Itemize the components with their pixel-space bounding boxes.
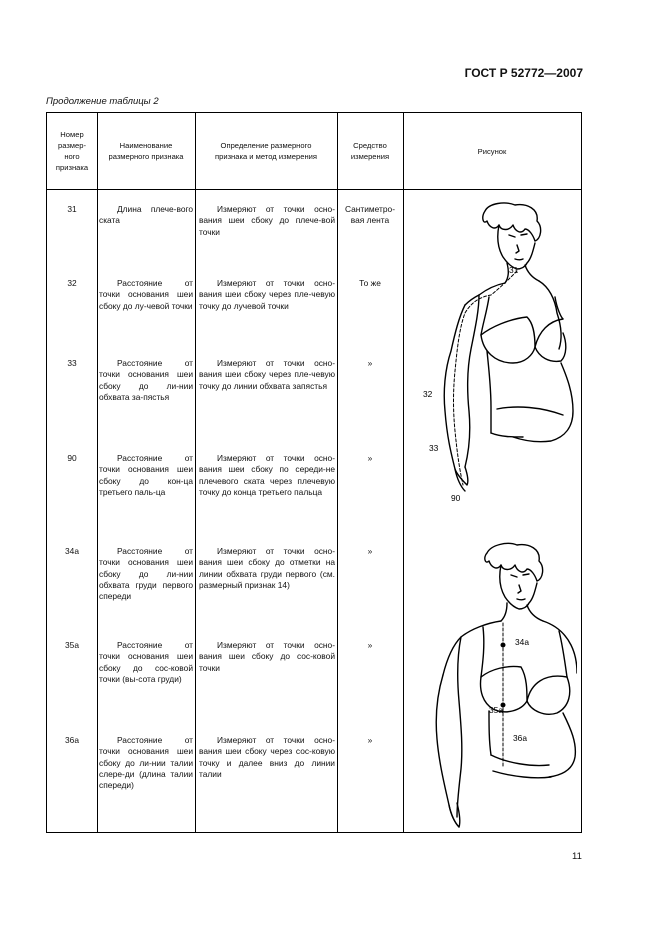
row-tool: Сантиметро-вая лента	[344, 204, 396, 226]
row-definition: Измеряют от точки осно-вания шеи сбоку по середи-не плечевого ската через плечевую точку до конца третьего пальца	[199, 453, 335, 497]
row-tool: »	[367, 453, 373, 463]
row-definition: Измеряют от точки осно-вания шеи сбоку до отметки на линии обхвата груди первого (см. размерный признак 14)	[199, 546, 335, 590]
svg-text:34а: 34а	[515, 637, 529, 647]
row-name: Длина плече-вого ската	[99, 204, 193, 226]
page-number: 11	[572, 851, 582, 862]
row-name: Расстояние от точки основания шеи сбоку до ли-нии обхвата за-пястья	[99, 358, 193, 402]
row-tool: »	[367, 735, 373, 745]
svg-text:33: 33	[429, 443, 439, 453]
row-definition: Измеряют от точки осно-вания шеи сбоку через сос-ковую точку и далее вниз до линии талии	[199, 735, 335, 779]
standard-number: ГОСТ Р 52772—2007	[464, 66, 583, 80]
header-figure: Рисунок	[477, 146, 507, 156]
row-tool: »	[367, 546, 373, 556]
row-number: 33	[67, 358, 77, 368]
header-tool: Средство измерения	[350, 141, 390, 161]
column-divider	[403, 113, 404, 832]
svg-text:32: 32	[423, 389, 433, 399]
measurements-table	[46, 112, 582, 833]
figure-front-view	[427, 541, 577, 831]
row-definition: Измеряют от точки осно-вания шеи сбоку через пле-чевую точку до лучевой точки	[199, 278, 335, 311]
row-number: 31	[67, 204, 77, 214]
row-name: Расстояние от точки основания шеи сбоку до лу-чевой точки	[99, 278, 193, 311]
row-name: Расстояние от точки основания шеи сбоку до сос-ковой точки (вы-сота груди)	[99, 640, 193, 684]
row-name: Расстояние от точки основания шеи сбоку до ли-нии талии слере-ди (длина талии спереди)	[99, 735, 193, 791]
header-name: Наименование размерного признака	[108, 141, 184, 161]
table-continuation-caption: Продолжение таблицы 2	[46, 96, 159, 107]
row-number: 34а	[65, 546, 79, 556]
svg-text:35а: 35а	[489, 705, 503, 715]
row-definition: Измеряют от точки осно-вания шеи сбоку через пле-чевую точку до линии обхвата запястья	[199, 358, 335, 391]
row-tool: То же	[359, 278, 381, 288]
row-number: 90	[67, 453, 77, 463]
header-definition: Определение размерного признака и метод измерения	[215, 141, 317, 161]
svg-text:31: 31	[509, 265, 519, 275]
header-number: Номер размер- ного признака	[55, 130, 89, 172]
row-name: Расстояние от точки основания шеи сбоку до ли-нии обхвата груди первого спереди	[99, 546, 193, 602]
column-divider	[337, 113, 338, 832]
figure-side-view-arm	[417, 201, 577, 513]
row-number: 35а	[65, 640, 79, 650]
row-name: Расстояние от точки основания шеи сбоку до кон-ца третьего паль-ца	[99, 453, 193, 497]
svg-text:90: 90	[451, 493, 461, 503]
header-divider	[47, 189, 581, 190]
row-definition: Измеряют от точки осно-вания шеи сбоку до плече-вой точки	[199, 204, 335, 237]
row-number: 36а	[65, 735, 79, 745]
row-tool: »	[367, 358, 373, 368]
svg-text:36а: 36а	[513, 733, 527, 743]
row-tool: »	[367, 640, 373, 650]
column-divider	[97, 113, 98, 832]
row-definition: Измеряют от точки осно-вания шеи сбоку до сос-ковой точки	[199, 640, 335, 673]
row-number: 32	[67, 278, 77, 288]
column-divider	[195, 113, 196, 832]
